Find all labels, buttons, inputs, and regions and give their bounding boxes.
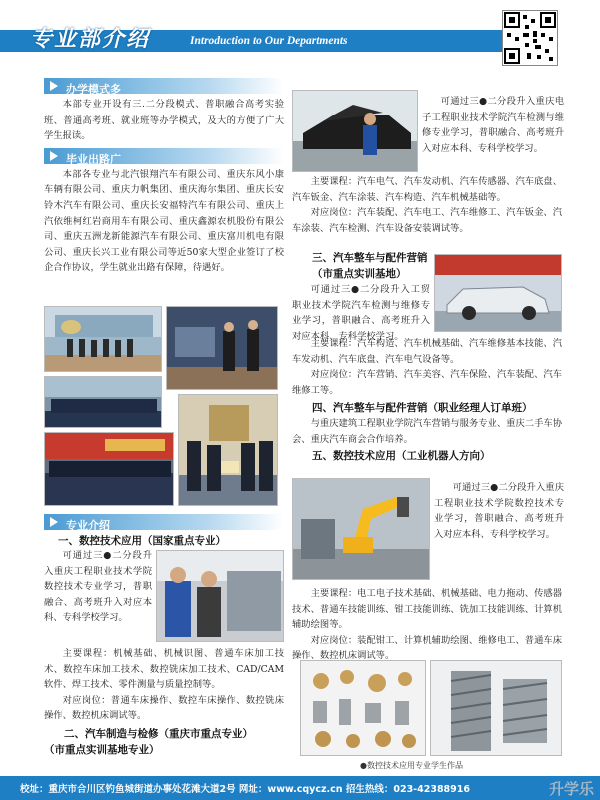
triangle-icon (50, 151, 58, 161)
major-5-title: 五、数控技术应用（工业机器人方向） (312, 449, 491, 462)
major-4-title: 四、汽车整车与配件营销（职业经理人订单班） (312, 402, 533, 415)
photo-certificate-handover (178, 394, 278, 506)
auto-jobs: 对应岗位：汽车装配、汽车电工、汽车维修工、汽车钣金、汽车涂装、汽车检测、汽车设备安装调试等。 (292, 207, 562, 234)
auto-details (292, 174, 562, 236)
major-5-details (292, 586, 562, 664)
major-3-jobs: 对应岗位：汽车营销、汽车美容、汽车保险、汽车装配、汽车维修工等。 (292, 369, 562, 396)
auto-intro-box (422, 94, 564, 156)
qr-code-icon[interactable] (502, 10, 558, 66)
major-3-details (292, 336, 562, 464)
mode-text: 本部专业开设有三.二分段模式、普职融合高考实验班、普通高考班、就业班等办学模式，及大的方便了广大学生报读。 (44, 99, 284, 142)
photo-auto-repair (292, 90, 418, 172)
triangle-icon (50, 517, 58, 527)
photo-award-presentation (166, 306, 278, 390)
major-2-tag: （市重点实训基地专业） (44, 743, 160, 756)
auto-courses: 主要课程：汽车电气、汽车发动机、汽车传感器、汽车底盘、汽车钣金、汽车涂装、汽车构造、汽车机械基础等。 (292, 176, 562, 203)
majors-section (44, 514, 284, 549)
left-column (44, 78, 284, 276)
triangle-icon (50, 81, 58, 91)
major-1-title: 一、数控技术应用（国家重点专业） (58, 535, 226, 547)
section-heading-mode: 办学模式多 (44, 78, 284, 94)
major-1-intro: 可通过三●二分段升入重庆工程职业技术学院数控技术专业学习，普职融合、高考班升入对应本科、专科学校学习。 (44, 550, 152, 624)
section-heading-majors: 专业介绍 (44, 514, 284, 530)
major-3-intro: 可通过三●二分段升入工贸职业技术学院汽车检测与维修专业学习，普职融合、高考班升入对应本科、专科学校学习。 (292, 284, 430, 342)
footer-contact: 校址：重庆市合川区钓鱼城街道办事处花滩大道2号 网址：www.cqycz.cn 招生热线：023-42388916 (20, 784, 470, 795)
major-3-courses: 主要课程：汽车构造、汽车机械基础、汽车维修基本技能、汽车发动机、汽车底盘、汽车电气设备等。 (292, 338, 562, 365)
section-heading-career: 毕业出路广 (44, 148, 284, 164)
photo-industrial-robot (292, 478, 430, 580)
career-text: 本部各专业与北汽银翔汽车有限公司、重庆东风小康车辆有限公司、重庆力帆集团、重庆海尔集团、重庆长安铃木汽车有限公司、重庆长安福特汽车有限公司、重庆上汽依维柯红岩商用车有限公司、重庆鑫源农机股份有限公司、重庆五洲龙新能源汽车有限公司、重庆富川机电有限公司、重庆长兴工业有限公司等近50家大型企业签订了校企合作协议，学生就业出路有保障，待遇好。 (44, 168, 284, 274)
page-header (0, 0, 600, 64)
photo-workshop-students (44, 432, 174, 506)
major-1-jobs: 对应岗位：普通车床操作、数控车床操作、数控铣床操作、数控机床调试等。 (44, 694, 284, 722)
major-3-title: 三、汽车整车与配件营销（市重点实训基地） (312, 252, 428, 280)
major-5-intro-box (434, 480, 564, 542)
photo-gears (430, 660, 562, 756)
major-4-text: 与重庆建筑工程职业学院汽车营销与服务专业、重庆二手车协会、重庆汽车商会合作培养。 (292, 418, 562, 445)
major-2-title: 二、汽车制造与检修（重庆市重点专业） (64, 727, 253, 740)
photo-students-group (44, 376, 162, 428)
major-1-courses: 主要课程：机械基础、机械识图、普通车床加工技术、数控车床加工技术、数控铣床加工技术、CAD/CAM软件、焊工技术、零件测量与质量控制等。 (44, 648, 284, 691)
page-footer (0, 776, 600, 800)
major-1-intro-box (44, 548, 152, 626)
photo-machined-parts (300, 660, 426, 756)
page-title: 专业部介绍 (30, 26, 151, 52)
photo-car-showroom (434, 254, 562, 332)
page-subtitle: Introduction to Our Departments (190, 35, 348, 47)
major-5-jobs: 对应岗位：装配钳工、计算机辅助绘图、维修电工、普通车床操作、数控机床调试等。 (292, 634, 562, 662)
gallery-caption: ●数控技术应用专业学生作品 (360, 761, 463, 770)
major-5-intro: 可通过三●二分段升入重庆工程职业技术学院数控技术专业学习，普职融合、高考班升入对应本科、专科学校学习。 (434, 482, 564, 540)
major-3-block (292, 250, 430, 344)
watermark-brand: 升学乐 (548, 780, 594, 798)
major-1-details (44, 646, 284, 758)
photo-cnc-training (156, 550, 284, 642)
photo-signing-ceremony (44, 306, 162, 372)
auto-intro: 可通过三●二分段升入重庆电子工程职业技术学院汽车检测与维修专业学习，普职融合、高考班升入对应本科、专科学校学习。 (422, 96, 564, 154)
major-5-courses: 主要课程：电工电子技术基础、机械基础、电力拖动、传感器技术、普通车技能训练、钳工技能训练、铣加工技能训练、计算机辅助绘图等。 (292, 588, 562, 631)
